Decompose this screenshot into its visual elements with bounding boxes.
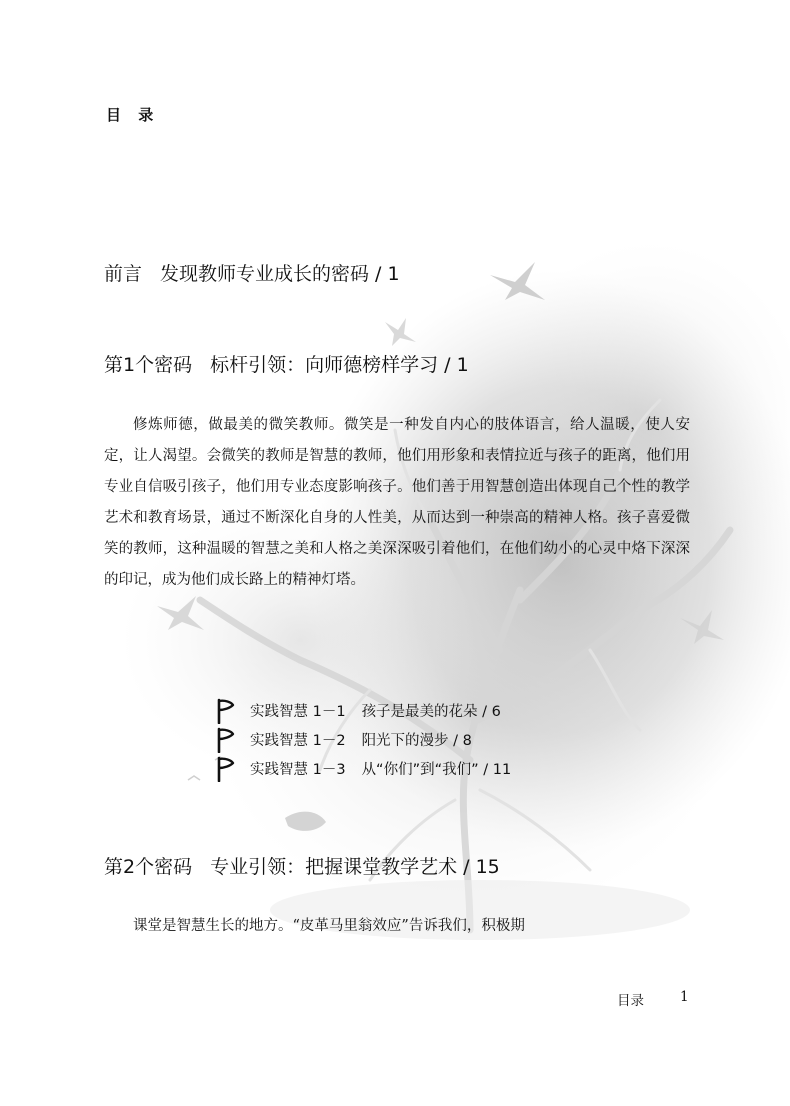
subitem-label: 实践智慧 1－1 [250,704,346,720]
subitem-title: 从“你们”到“我们” / 11 [361,762,512,778]
chapter-2-intro-paragraph: 课堂是智慧生长的地方。“皮革马里翁效应”告诉我们，积极期 [133,918,525,934]
toc-subitem[interactable] [216,754,511,783]
footer-section-label: 目录 [617,993,644,1009]
flag-icon [216,698,236,724]
subitem-title: 阳光下的漫步 / 8 [361,733,472,749]
toc-subitem[interactable] [216,696,511,725]
flag-icon [216,756,236,782]
toc-subitem[interactable] [216,725,511,754]
subitem-label: 实践智慧 1－2 [250,733,346,749]
toc-entry-chapter-1[interactable] [104,350,469,377]
chapter-1-intro-paragraph: 修炼师德，做最美的微笑教师。微笑是一种发自内心的肢体语言，给人温暖，使人安定，让人渴望。会微笑的教师是智慧的教师，他们用形象和表情拉近与孩子的距离，他们用专业自信吸引孩子，他们用专业态度影响孩子。他们善于用智慧创造出体现自己个性的教学艺术和教育场景，通过不断深化自身的人性美，从而达到一种崇高的精神人格。孩子喜爱微笑的教师，这种温暖的智慧之美和人格之美深深吸引着他们，在他们幼小的心灵中烙下深深的印记，成为他们成长路上的精神灯塔。 [104,417,690,588]
toc-entry-prefix: 第2个密码 [104,856,193,878]
footer-page-number: 1 [680,989,689,1005]
toc-entry-preface[interactable] [104,259,400,286]
toc-entry-prefix: 第1个密码 [104,354,193,376]
toc-entry-title: 专业引领：把握课堂教学艺术 / 15 [210,856,500,878]
flag-icon [216,727,236,753]
toc-entry-chapter-2[interactable] [104,852,500,879]
subitem-title: 孩子是最美的花朵 / 6 [361,704,501,720]
subitem-label: 实践智慧 1－3 [250,762,346,778]
toc-entry-title: 标杆引领：向师德榜样学习 / 1 [210,354,469,376]
toc-entry-prefix: 前言 [104,263,143,285]
page-header-label: 目 录 [106,106,160,124]
chapter-1-subitem-list [216,696,511,783]
toc-entry-title: 发现教师专业成长的密码 / 1 [160,263,400,285]
